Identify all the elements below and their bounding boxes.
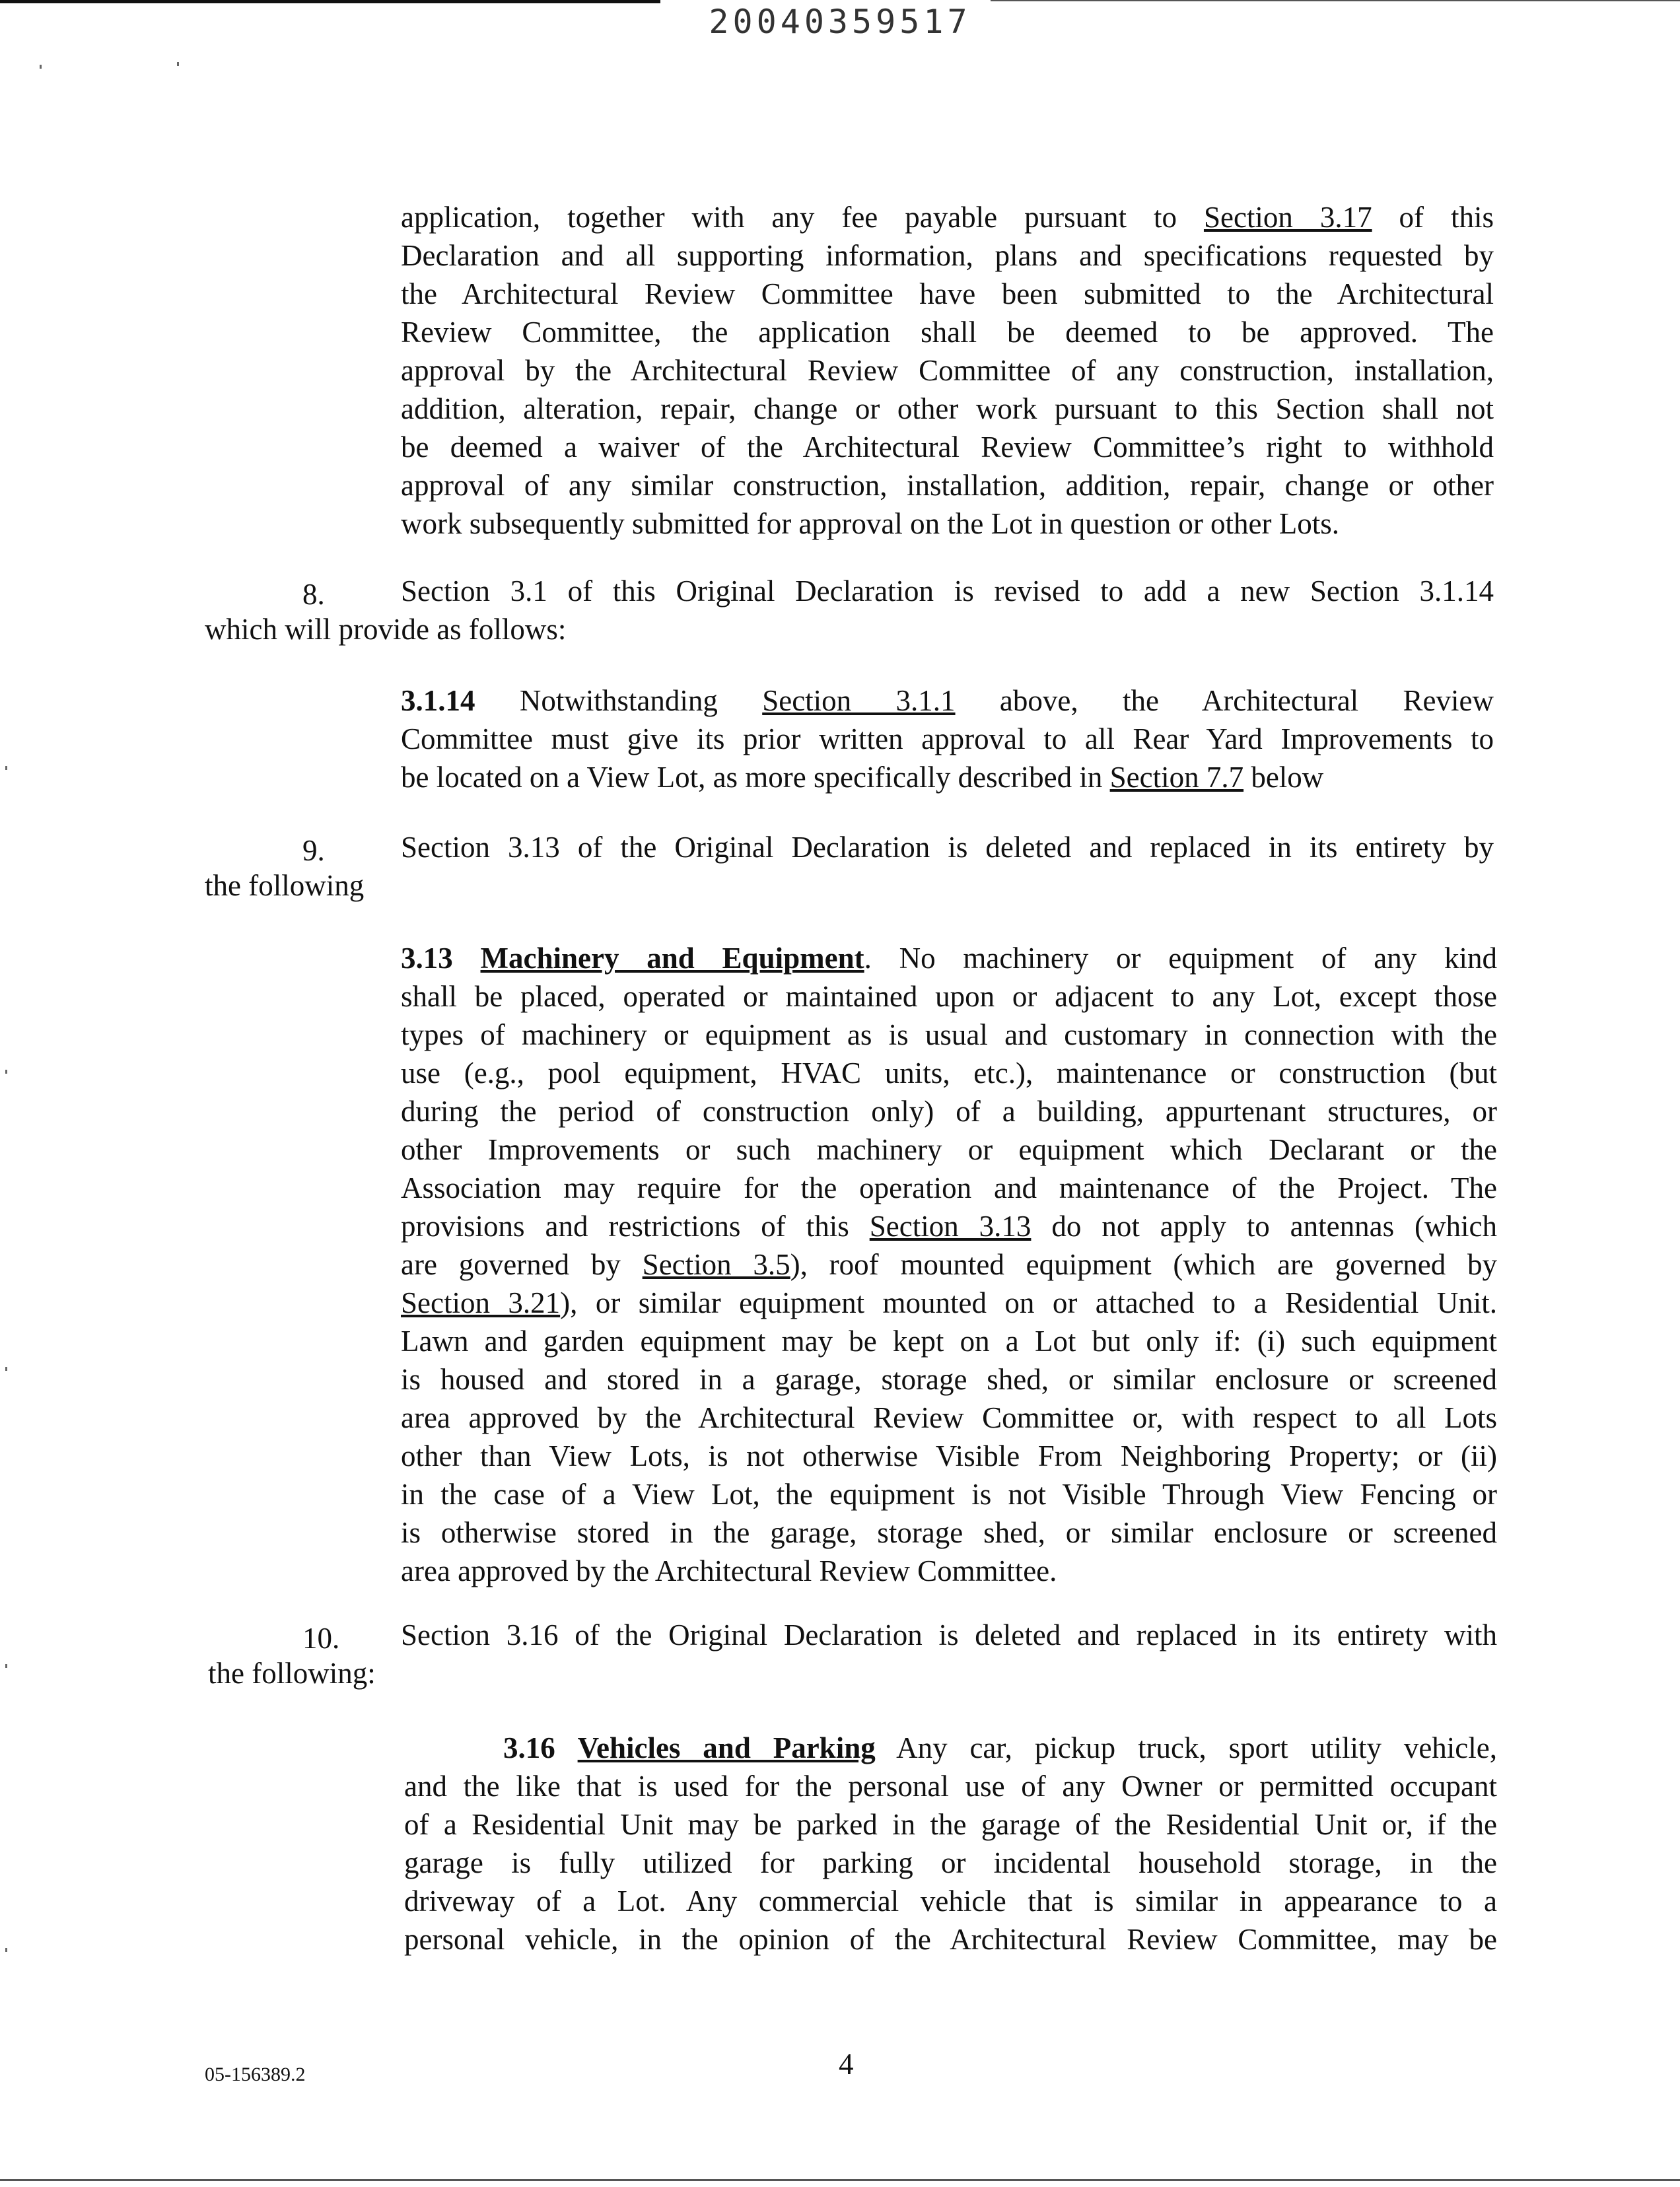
item-number: 10. [302,1622,340,1655]
scan-speck [40,65,42,69]
scan-speck [5,1367,7,1371]
scan-speck [5,1948,7,1952]
continuation-paragraph: application, together with any fee payable pursuant to Section 3.17 of this Declaration and all supporting information, plans and specifications requested by the Architectural Review Committee have been submitted to the Architectural Review Committee, the application shall be deemed to be approved. The approval by the Architectural Review Committee of any construction, installation, addition, alteration, repair, change or other work pursuant to this Section shall not be deemed a waiver of the Architectural Review Committee’s right to withhold approval of any similar construction, installation, addition, repair, change or other work subsequently submitted for approval on the Lot in question or other Lots. [401,201,1494,540]
document-number: 20040359517 [709,3,971,41]
item-8-paragraph: Section 3.1 of this Original Declaration is revised to add a new Section 3.1.14 which will provide as follows: [205,574,1494,646]
bottom-rule [0,2179,1680,2181]
item-number: 9. [302,834,325,867]
section-3-13: 3.13 Machinery and Equipment. No machinery or equipment of any kind shall be placed, operated or maintained upon or adjacent to any Lot, except those types of machinery or equipment as is usual and customary in connection with the use (e.g., pool equipment, HVAC units, etc.), maintenance or construction (but during the period of construction only) of a building, appurtenant structures, or other Improvements or such machinery or equipment which Declarant or the Association may require for the operation and maintenance of the Project. The provisions and restrictions of this Section 3.13 do not apply to antennas (which are governed by Section 3.5), roof mounted equipment (which are governed by Section 3.21), or similar equipment mounted on or attached to a Residential Unit. Lawn and garden equipment may be kept on a Lot but only if: (i) such equipment is housed and stored in a garage, storage shed, or similar enclosure or screened area approved by the Architectural Review Committee or, with respect to all Lots other than View Lots, is not otherwise Visible From Neighboring Property; or (ii) in the case of a View Lot, the equipment is not Visible Through View Fencing or is otherwise stored in the garage, storage shed, or similar enclosure or screened area approved by the Architectural Review Committee. [401,942,1497,1587]
section-reference: Section 3.21 [401,1286,561,1319]
scan-speck [5,1664,7,1668]
section-title: Machinery and Equipment [480,942,864,975]
scan-speck [5,1070,7,1074]
section-heading: 3.16 [503,1731,555,1764]
section-reference: Section 3.17 [1203,201,1372,234]
section-reference: Section 3.13 [869,1210,1032,1243]
item-number: 8. [302,578,325,611]
scan-speck [5,766,7,770]
section-heading: 3.13 [401,942,453,975]
item-10-paragraph: Section 3.16 of the Original Declaration is deleted and replaced in its entirety with the following: [208,1618,1497,1690]
section-reference: Section 3.1.1 [762,684,956,717]
section-3-16: 3.16 Vehicles and Parking Any car, pickup truck, sport utility vehicle, and the like that is used for the personal use of any Owner or permitted occupant of a Residential Unit may be parked in the garage of the Residential Unit or, if the garage is fully utilized for parking or incidental household storage, in the driveway of a Lot. Any commercial vehicle that is similar in appearance to a personal vehicle, in the opinion of the Architectural Review Committee, may be [404,1731,1497,1956]
section-reference: Section 3.5 [642,1248,790,1281]
item-9-paragraph: Section 3.13 of the Original Declaration is deleted and replaced in its entirety by the following [205,831,1494,902]
footer-document-id: 05-156389.2 [205,2064,306,2085]
top-rule-right [991,0,1680,1]
scan-speck [177,62,179,66]
section-3-1-14: 3.1.14 Notwithstanding Section 3.1.1 above, the Architectural Review Committee must give its prior written approval to all Rear Yard Improvements to be located on a View Lot, as more specifically described in Section 7.7 below [401,684,1494,794]
section-heading: 3.1.14 [401,684,475,717]
page-number: 4 [839,2048,854,2081]
section-title: Vehicles and Parking [577,1731,876,1764]
section-reference: Section 7.7 [1109,761,1244,794]
